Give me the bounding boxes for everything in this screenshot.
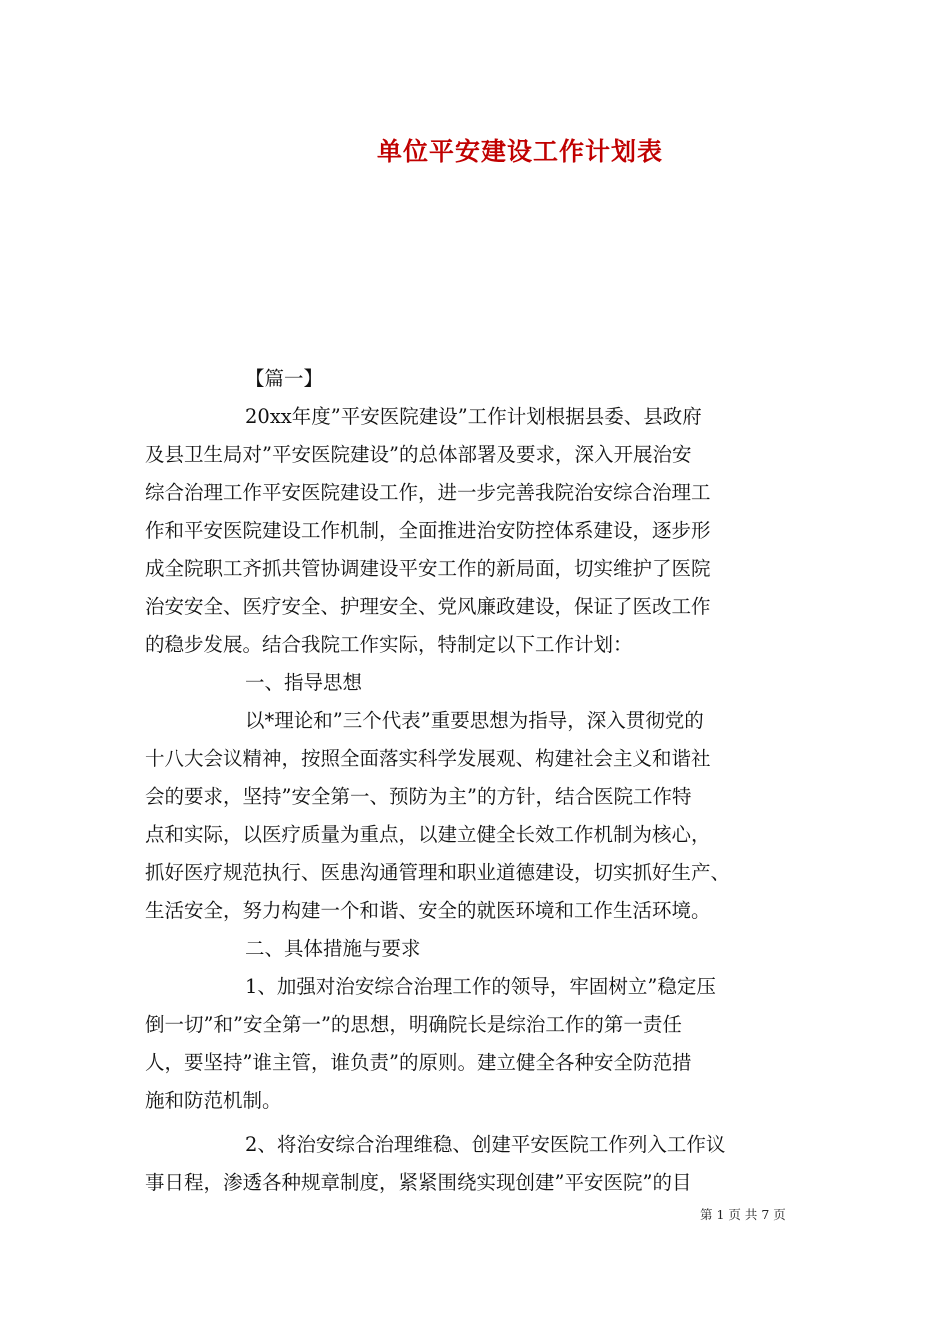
guiding-paragraph bbox=[145, 702, 813, 930]
measure-2-paragraph bbox=[145, 1126, 813, 1202]
document-body bbox=[145, 360, 813, 1202]
intro-paragraph bbox=[145, 398, 813, 664]
heading-guiding-thought: 一、指导思想 bbox=[245, 671, 363, 694]
paragraph-line: 倒一切”和”安全第一”的思想，明确院长是综治工作的第一责任 bbox=[145, 1013, 682, 1036]
document-title: 单位平安建设工作计划表 bbox=[376, 137, 663, 166]
paragraph-line: 综合治理工作平安医院建设工作，进一步完善我院治安综合治理工 bbox=[145, 481, 711, 504]
section-label: 【篇一】 bbox=[245, 367, 324, 390]
paragraph-line: 的稳步发展。结合我院工作实际，特制定以下工作计划： bbox=[145, 633, 633, 656]
measure-1-paragraph bbox=[145, 968, 813, 1120]
paragraph-line: 施和防范机制。 bbox=[145, 1089, 282, 1112]
paragraph-line: 点和实际，以医疗质量为重点，以建立健全长效工作机制为核心， bbox=[145, 823, 711, 846]
paragraph-line: 作和平安医院建设工作机制，全面推进治安防控体系建设，逐步形 bbox=[145, 519, 711, 542]
paragraph-line: 成全院职工齐抓共管协调建设平安工作的新局面，切实维护了医院 bbox=[145, 557, 711, 580]
paragraph-line: 2、将治安综合治理维稳、创建平安医院工作列入工作议 bbox=[245, 1133, 726, 1156]
paragraph-line: 事日程，渗透各种规章制度，紧紧围绕实现创建”平安医院”的目 bbox=[145, 1171, 692, 1194]
paragraph-line: 及县卫生局对”平安医院建设”的总体部署及要求，深入开展治安 bbox=[145, 443, 692, 466]
paragraph-line: 抓好医疗规范执行、医患沟通管理和职业道德建设，切实抓好生产、 bbox=[145, 861, 731, 884]
paragraph-line: 1、加强对治安综合治理工作的领导，牢固树立”稳定压 bbox=[245, 975, 716, 998]
paragraph-line: 会的要求，坚持”安全第一、预防为主”的方针，结合医院工作特 bbox=[145, 785, 692, 808]
heading-measures: 二、具体措施与要求 bbox=[245, 937, 421, 960]
paragraph-line: 20xx年度”平安医院建设”工作计划根据县委、县政府 bbox=[245, 405, 702, 428]
paragraph-line: 生活安全，努力构建一个和谐、安全的就医环境和工作生活环境。 bbox=[145, 899, 711, 922]
paragraph-line: 十八大会议精神，按照全面落实科学发展观、构建社会主义和谐社 bbox=[145, 747, 711, 770]
page-number-footer: 第 1 页 共 7 页 bbox=[700, 1207, 786, 1222]
paragraph-line: 人，要坚持”谁主管，谁负责”的原则。建立健全各种安全防范措 bbox=[145, 1051, 692, 1074]
paragraph-line: 以*理论和”三个代表”重要思想为指导，深入贯彻党的 bbox=[245, 709, 704, 732]
paragraph-line: 治安安全、医疗安全、护理安全、党风廉政建设，保证了医改工作 bbox=[145, 595, 711, 618]
